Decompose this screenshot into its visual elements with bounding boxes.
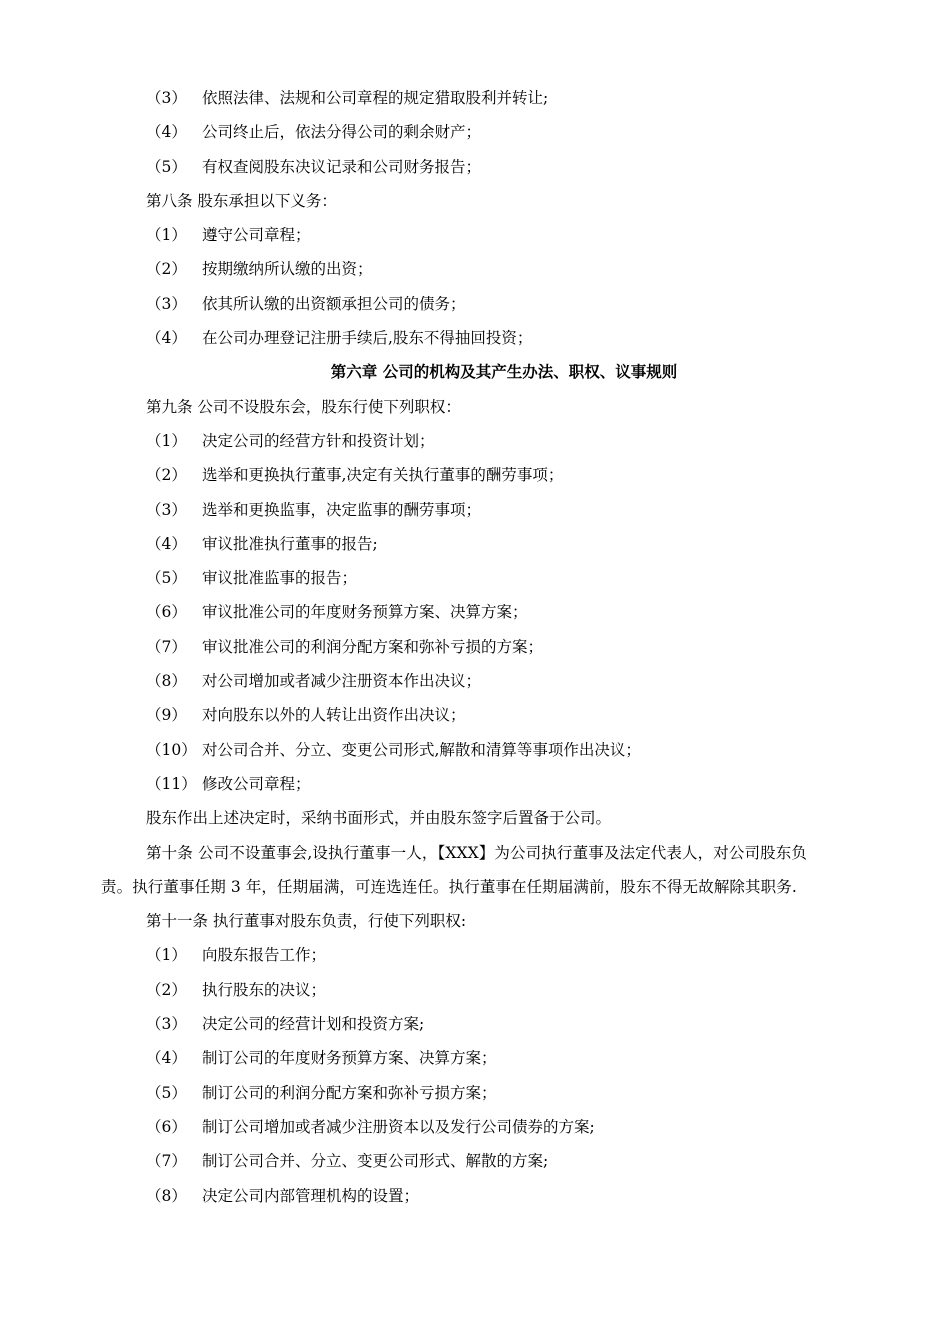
item-text: 执行股东的决议； xyxy=(202,980,327,999)
item-text: 制订公司合并、分立、变更公司形式、解散的方案; xyxy=(202,1152,549,1171)
item-number: （5） xyxy=(146,1083,187,1102)
item-number: （4） xyxy=(146,123,187,142)
list-item xyxy=(101,1007,807,1041)
item-text: 有权查阅股东决议记录和公司财务报告； xyxy=(202,157,482,176)
item-text: 向股东报告工作； xyxy=(202,946,327,965)
list-item xyxy=(101,1076,807,1110)
item-text: 修改公司章程； xyxy=(202,774,311,793)
item-number: （8） xyxy=(146,672,187,691)
list-item xyxy=(101,973,807,1007)
article-9-title: 第九条 公司不设股东会，股东行使下列职权： xyxy=(146,397,461,416)
item-text: 审议批准公司的年度财务预算方案、决算方案； xyxy=(202,603,528,622)
item-text: 审议批准执行董事的报告; xyxy=(202,534,378,553)
list-item xyxy=(101,527,807,561)
list-item xyxy=(101,938,807,972)
item-text: 遵守公司章程； xyxy=(202,226,311,245)
list-item xyxy=(101,767,807,801)
item-number: （5） xyxy=(146,157,187,176)
item-number: （2） xyxy=(146,980,187,999)
item-text: 决定公司的经营计划和投资方案; xyxy=(202,1015,425,1034)
item-number: （5） xyxy=(146,569,187,588)
list-item xyxy=(101,424,807,458)
list-item xyxy=(101,1144,807,1178)
item-text: 选举和更换监事，决定监事的酬劳事项； xyxy=(202,500,482,519)
article-8-title: 第八条 股东承担以下义务： xyxy=(146,191,337,210)
list-item xyxy=(101,561,807,595)
article-11-title: 第十一条 执行董事对股东负责，行使下列职权: xyxy=(146,912,467,931)
list-item xyxy=(101,252,807,286)
list-item xyxy=(101,1179,807,1213)
item-number: （3） xyxy=(146,500,187,519)
item-text: 制订公司的年度财务预算方案、决算方案； xyxy=(202,1049,497,1068)
item-number: （1） xyxy=(146,226,187,245)
list-item xyxy=(101,287,807,321)
list-item xyxy=(101,115,807,149)
item-number: （3） xyxy=(146,294,187,313)
item-number: （6） xyxy=(146,603,187,622)
item-text: 审议批准公司的利润分配方案和弥补亏损的方案； xyxy=(202,637,544,656)
item-number: （2） xyxy=(146,466,187,485)
list-item xyxy=(101,1110,807,1144)
item-number: （6） xyxy=(146,1117,187,1136)
item-number: （7） xyxy=(146,1152,187,1171)
item-number: （1） xyxy=(146,946,187,965)
item-number: （8） xyxy=(146,1186,187,1205)
item-text: 制订公司增加或者减少注册资本以及发行公司债券的方案; xyxy=(202,1117,595,1136)
chapter-heading: 第六章 公司的机构及其产生办法、职权、议事规则 xyxy=(330,362,678,382)
list-item xyxy=(101,150,807,184)
item-text: 决定公司内部管理机构的设置； xyxy=(202,1186,420,1205)
item-number: （4） xyxy=(146,1049,187,1068)
item-text: 选举和更换执行董事,决定有关执行董事的酬劳事项； xyxy=(202,466,564,485)
list-item xyxy=(101,664,807,698)
document-body xyxy=(101,81,807,1213)
item-text: 依照法律、法规和公司章程的规定猎取股利并转让; xyxy=(202,89,549,107)
item-text: 对向股东以外的人转让出资作出决议； xyxy=(202,706,466,725)
item-number: （2） xyxy=(146,260,187,279)
item-number: （9） xyxy=(146,706,187,725)
item-number: （4） xyxy=(146,329,187,348)
item-number: （3） xyxy=(146,89,187,107)
list-item xyxy=(101,1041,807,1075)
list-item xyxy=(101,630,807,664)
item-number: （11） xyxy=(146,774,197,793)
list-item xyxy=(101,733,807,767)
list-item xyxy=(101,698,807,732)
article-10-paragraph: 第十条 公司不设董事会,设执行董事一人，【XXX】为公司执行董事及法定代表人，对公司股东负责。执行董事任期 3 年，任期届满，可连选连任。执行董事在任期届满前，股东不得无故解除其职务. xyxy=(101,843,807,896)
item-text: 公司终止后，依法分得公司的剩余财产； xyxy=(202,123,482,142)
item-number: （4） xyxy=(146,534,187,553)
list-item xyxy=(101,458,807,492)
item-number: （10） xyxy=(146,740,197,759)
item-text: 对公司增加或者减少注册资本作出决议； xyxy=(202,672,482,691)
item-text: 制订公司的利润分配方案和弥补亏损方案； xyxy=(202,1083,497,1102)
list-item xyxy=(101,218,807,252)
item-text: 对公司合并、分立、变更公司形式,解散和清算等事项作出决议； xyxy=(202,740,641,759)
item-text: 在公司办理登记注册手续后,股东不得抽回投资； xyxy=(202,329,533,348)
article-9-closing: 股东作出上述决定时，采纳书面形式，并由股东签字后置备于公司。 xyxy=(146,809,612,828)
list-item xyxy=(101,595,807,629)
item-number: （7） xyxy=(146,637,187,656)
item-number: （1） xyxy=(146,431,187,450)
item-text: 决定公司的经营方针和投资计划； xyxy=(202,431,435,450)
list-item xyxy=(101,81,807,115)
item-text: 依其所认缴的出资额承担公司的债务； xyxy=(202,294,466,313)
item-text: 按期缴纳所认缴的出资； xyxy=(202,260,373,279)
list-item xyxy=(101,321,807,355)
list-item xyxy=(101,493,807,527)
item-number: （3） xyxy=(146,1015,187,1034)
item-text: 审议批准监事的报告； xyxy=(202,569,358,588)
